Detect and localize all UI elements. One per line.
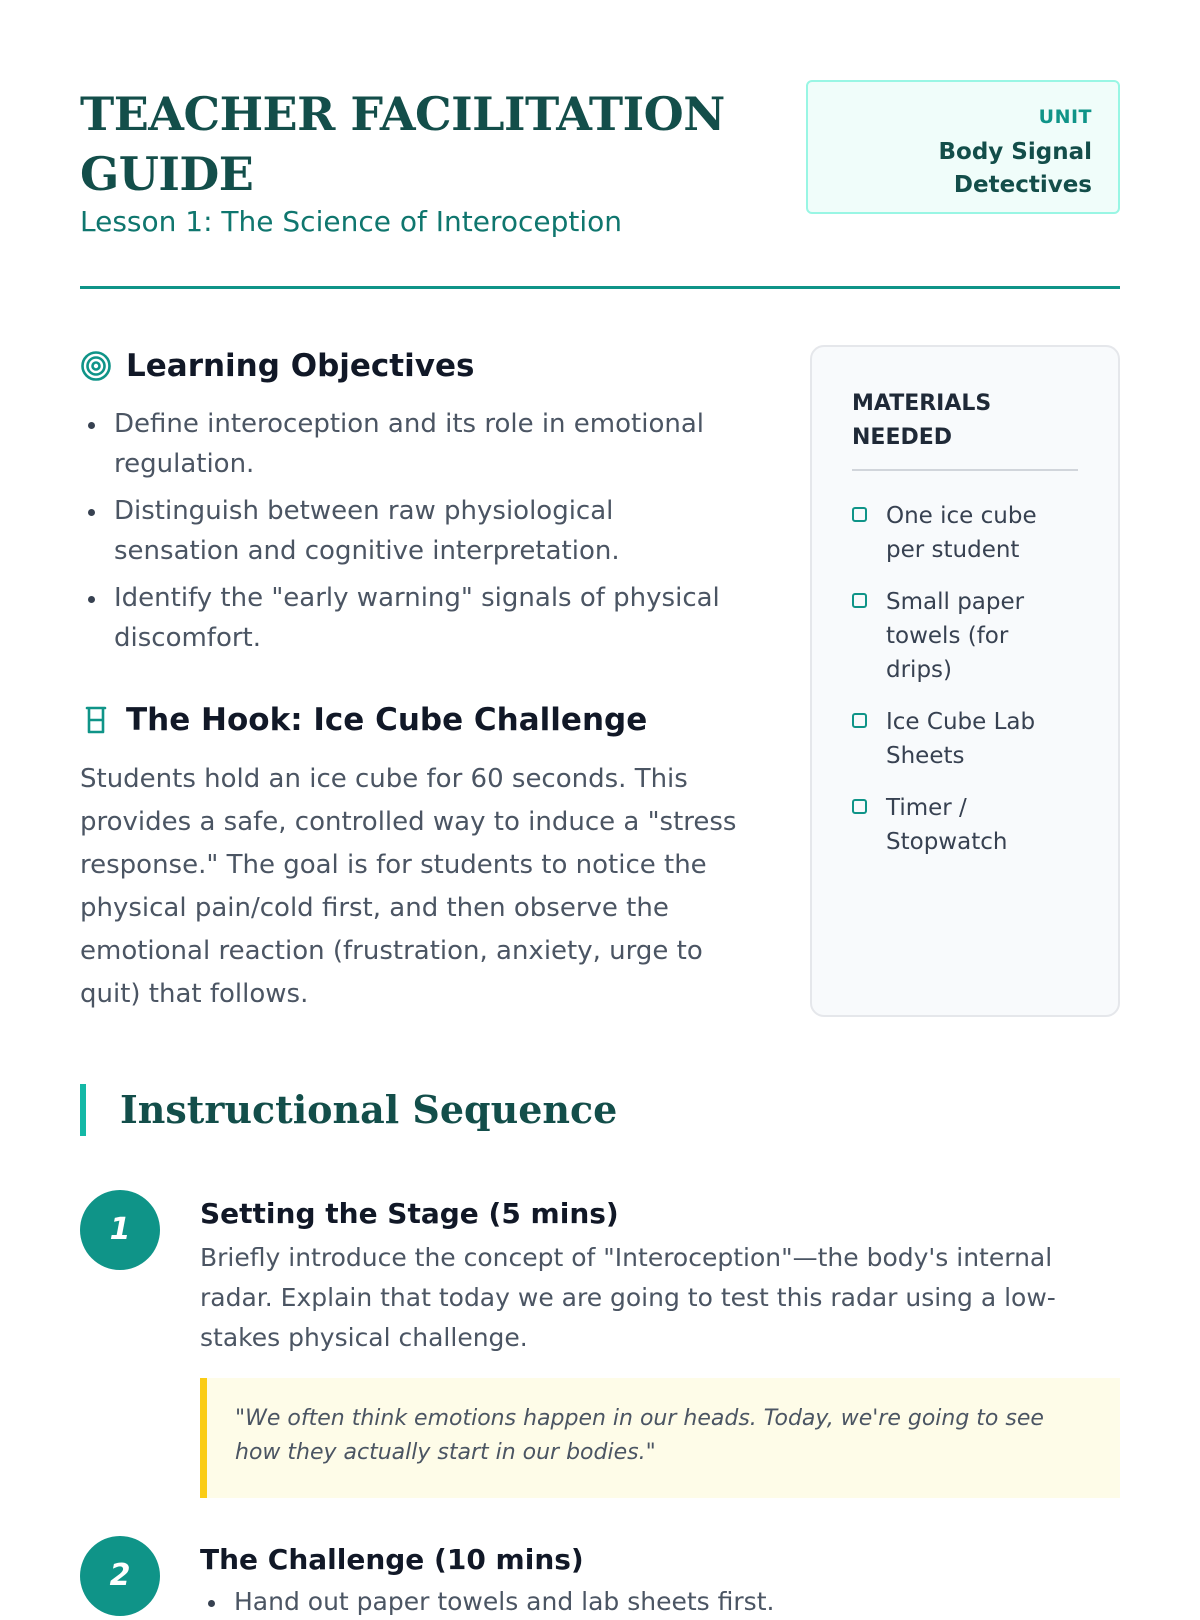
document-title: TEACHER FACILITATION GUIDE: [80, 87, 725, 201]
lesson-subtitle: Lesson 1: The Science of Interoception: [80, 205, 623, 238]
objectives-heading-label: Learning Objectives: [126, 348, 475, 384]
materials-list: [852, 499, 1078, 859]
hook-heading: [80, 700, 647, 740]
checkbox-icon: [852, 507, 867, 522]
list-item: [852, 585, 1078, 687]
beaker-icon: [80, 704, 112, 736]
list-item: Identify the "early warning" signals of physical discomfort.: [80, 578, 740, 658]
unit-name: Body Signal Detectives: [938, 139, 1092, 198]
sequence-heading: Instructional Sequence: [80, 1084, 617, 1136]
list-item: Define interoception and its role in emotional regulation.: [80, 404, 740, 484]
unit-badge: [806, 80, 1120, 214]
step-description: Briefly introduce the concept of "Interoception"—the body's internal radar. Explain that today we are going to test this radar using a low-stakes physical challenge.: [200, 1243, 1056, 1352]
list-item: Distinguish between raw physiological sensation and cognitive interpretation.: [80, 491, 740, 571]
material-label: Timer / Stopwatch: [886, 795, 1008, 855]
objectives-heading: [80, 346, 474, 386]
checkbox-icon: [852, 799, 867, 814]
material-label: Ice Cube Lab Sheets: [886, 709, 1036, 769]
list-item: [852, 705, 1078, 773]
step-number-badge: 2: [80, 1536, 160, 1616]
target-icon: [80, 350, 112, 382]
header-divider: [80, 286, 1120, 289]
list-item: Hand out paper towels and lab sheets first.: [234, 1584, 774, 1620]
hook-description: Students hold an ice cube for 60 seconds. This provides a safe, controlled way to induce a "stress response." The goal is for students to notice the physical pain/cold first, and then observe the emotional reaction (frustration, anxiety, urge to quit) that follows.: [80, 764, 737, 1009]
checkbox-icon: [852, 713, 867, 728]
list-item: [852, 499, 1078, 567]
list-item: [852, 791, 1078, 859]
materials-title: MATERIALS NEEDED: [852, 387, 1078, 471]
step-title: The Challenge (10 mins): [200, 1543, 584, 1576]
materials-panel: [810, 345, 1120, 1017]
checkbox-icon: [852, 593, 867, 608]
material-label: One ice cube per student: [886, 503, 1037, 563]
step-number-badge: 1: [80, 1190, 160, 1270]
hook-heading-label: The Hook: Ice Cube Challenge: [126, 702, 648, 738]
document-header: [80, 80, 1120, 290]
unit-label: UNIT: [1038, 106, 1092, 128]
teacher-quote: "We often think emotions happen in our heads. Today, we're going to see how they actually start in our bodies.": [200, 1378, 1120, 1498]
material-label: Small paper towels (for drips): [886, 589, 1025, 683]
objectives-list: [80, 404, 740, 665]
step-title: Setting the Stage (5 mins): [200, 1197, 619, 1230]
